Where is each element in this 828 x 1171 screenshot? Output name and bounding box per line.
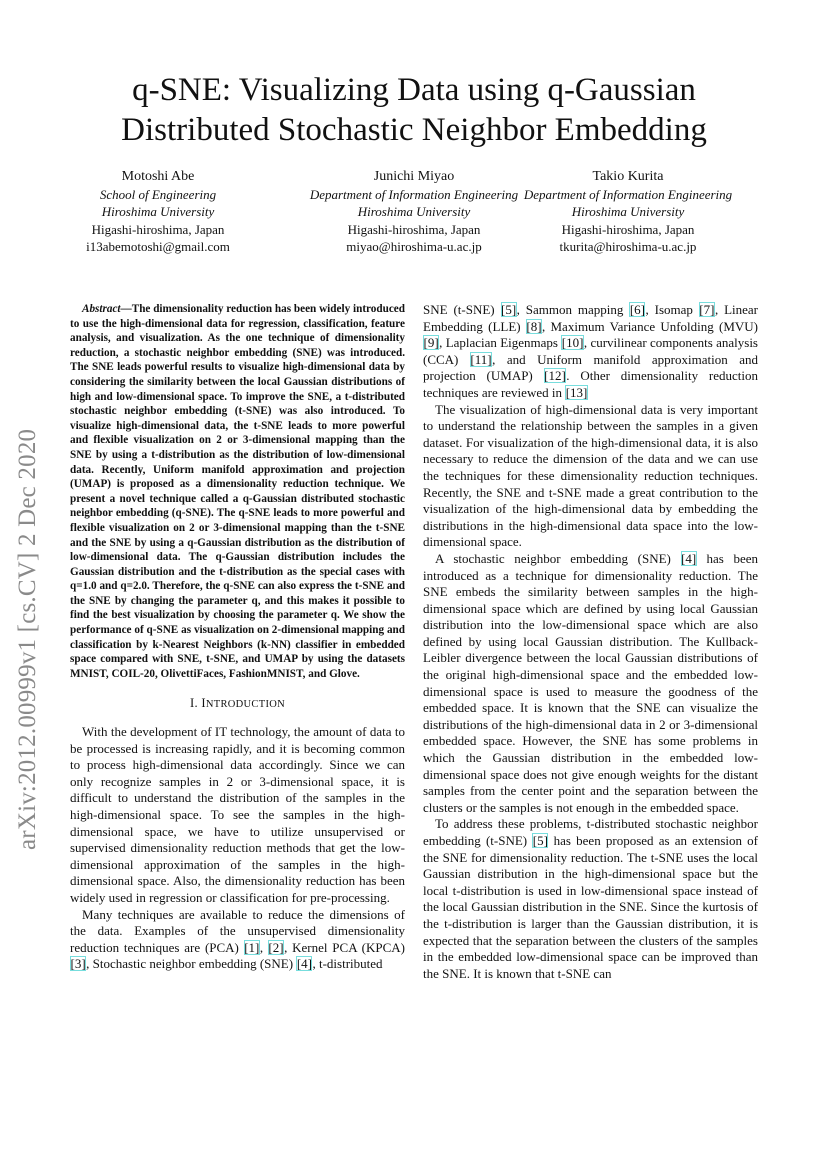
intro-paragraph-3: The visualization of high-dimensional data is very important to understand the relationship between the samples in a given dataset. For visualization of the high-dimensional data, it is also necessary to reduce the dimension of the data and we can use the techniques for these dimensionality reduction techniques. Recently, the SNE and t-SNE made a great contribution to the visualization of the high-dimensional data by embedding the distributions in the high-dimensional data space into the low-dimensional space.	[423, 401, 758, 550]
citation-link[interactable]: [5]	[532, 833, 548, 848]
intro-paragraph-2: Many techniques are available to reduce the dimensions of the data. Examples of the unsupervised dimensionality reduction techniques are (PCA) [1], [2], Kernel PCA (KPCA) [3], Stochastic neighbor embedding (SNE) [4], t-distributed	[70, 906, 405, 972]
citation-link[interactable]: [4]	[296, 956, 312, 972]
author-name: Motoshi Abe	[121, 169, 195, 184]
intro-paragraph-4: A stochastic neighbor embedding (SNE) [4] has been introduced as a technique for dimensionality reduction. The SNE embeds the similarity between samples in the high-dimensional space which are defined by using local Gaussian distribution into the low-dimensional space which are also defined by using local Gaussian distribution. The Kullback-Leibler divergence between the local Gaussian distributions of the original high-dimensional space and the embedded low-dimensional space is used to measure the goodness of the embedded space. It is known that the SNE can visualize the distributions of the high-dimensional data in 2 or 3-dimensional embedded space. However, the SNE has some problems in which the Gaussian distribution in the embedded low-dimensional space does not give enough weights for the distant samples from the center point and the separation between the clusters or the samples is not enough in the embedded space.	[423, 550, 758, 815]
citation-link[interactable]: [4]	[681, 550, 697, 566]
citation-link[interactable]: [12]	[544, 368, 566, 384]
author-univ: Hiroshima University	[101, 204, 215, 220]
author-email[interactable]: tkurita@hiroshima-u.ac.jp	[559, 238, 697, 254]
abstract	[70, 302, 405, 681]
arxiv-identifier: arXiv:2012.00999v1 [cs.CV] 2 Dec 2020	[14, 428, 41, 850]
citation-link[interactable]: [10]	[561, 335, 584, 351]
author-name: Junichi Miyao	[373, 169, 455, 184]
author-dept: School of Engineering	[99, 187, 217, 203]
left-column	[70, 302, 405, 973]
citation-link[interactable]: [2]	[268, 939, 284, 955]
author-place: Higashi-hiroshima, Japan	[91, 221, 225, 237]
citation-link[interactable]: [11]	[470, 351, 492, 367]
author-univ: Hiroshima University	[357, 204, 471, 220]
author-card	[289, 168, 539, 255]
citation-link[interactable]: [5]	[501, 302, 517, 317]
author-block	[60, 168, 768, 258]
author-email[interactable]: i13abemotoshi@gmail.com	[86, 238, 230, 254]
right-column	[423, 302, 758, 982]
citation-link[interactable]: [7]	[699, 302, 715, 317]
citation-link[interactable]: [13]	[565, 384, 588, 400]
author-name: Takio Kurita	[592, 169, 664, 184]
author-email[interactable]: miyao@hiroshima-u.ac.jp	[346, 238, 482, 254]
section-heading: I. INTRODUCTION	[189, 696, 286, 711]
intro-paragraph-5: To address these problems, t-distributed stochastic neighbor embedding (t-SNE) [5] has been proposed as an extension of the SNE for dimensionality reduction. The t-SNE uses the local Gaussian distribution in the high-dimensional space but the local t-distribution is used in low-dimensional space instead of the local Gaussian distribution in the SNE. Since the kurtosis of the t-distribution is larger than the Gaussian distribution, it is expected that the separation between the clusters of the samples in the embedded low-dimensional space can be improved than the SNE. It is known that t-SNE can	[423, 816, 759, 981]
author-dept: Department of Information Engineering	[523, 187, 733, 203]
intro-paragraph-1: With the development of IT technology, the amount of data to be processed is increasing rapidly, and it is becoming common to process high-dimensional data accordingly. Since we can only recognize samples in 2 or 3-dimensional space, it is difficult to understand the distribution of the samples in the high-dimensional space. To see the samples in the high-dimensional space, we have to utilize unsupervised or supervised dimensionality reduction methods that get the low-dimensional approximation of the samples in the high-dimensional space. Also, the dimensionality reduction has been widely used in regression or classification for pre-processing.	[70, 724, 405, 905]
citation-link[interactable]: [8]	[526, 318, 542, 334]
author-dept: Department of Information Engineering	[309, 187, 519, 203]
citation-link[interactable]: [3]	[70, 956, 86, 972]
title-line-1: q-SNE: Visualizing Data using q-Gaussian	[132, 72, 696, 108]
citation-link[interactable]: [6]	[629, 302, 645, 317]
intro-paragraph-2-cont: SNE (t-SNE) [5], Sammon mapping [6], Isomap [7], Linear Embedding (LLE) [8], Maximum Variance Unfolding (MVU) [9], Laplacian Eigenmaps [10], curvilinear components analysis (CCA) [11], and Uniform manifold approximation and projection (UMAP) [12]. Other dimensionality reduction techniques are reviewed in [13]	[423, 302, 759, 400]
author-card	[33, 168, 283, 255]
citation-link[interactable]: [1]	[244, 939, 260, 955]
title-line-2: Distributed Stochastic Neighbor Embedding	[121, 112, 707, 148]
abstract-text: —The dimensionality reduction has been widely introduced to use the high-dimensional data for regression, classification, feature analysis, and visualization. As the one technique of dimensionality reduction, a stochastic neighbor embedding (SNE) was introduced. The SNE leads powerful results to visualize high-dimensional data by considering the similarity between the local Gaussian distributions of high and low-dimensional space. To improve the SNE, a t-distributed stochastic neighbor embedding (t-SNE) was also introduced. To visualize high-dimensional data, the t-SNE leads to more powerful and flexible visualization on 2 or 3-dimensional mapping than the SNE by using a t-distribution as the distribution of low-dimensional data. Recently, Uniform manifold approximation and projection (UMAP) is proposed as a dimensionality reduction technique. We present a novel technique called a q-Gaussian distributed stochastic neighbor embedding (q-SNE). The q-SNE leads to more powerful and flexible visualization on 2 or 3-dimensional mapping than the t-SNE and the SNE by using a q-Gaussian distribution as the distribution of low-dimensional data. The q-Gaussian distribution includes the Gaussian distribution and the t-distribution as the special cases with q=1.0 and q=2.0. Therefore, the q-SNE can also express the t-SNE and the SNE by changing the parameter q, and this makes it possible to find the best visualization by choosing the parameter q. We show the performance of q-SNE as visualization on 2-dimensional mapping and classification by k-Nearest Neighbors (k-NN) classifier in embedded space compared with SNE, t-SNE, and UMAP by using the datasets MNIST, COIL-20, OlivettiFaces, FashionMNIST, and Glove.	[70, 303, 405, 680]
abstract-lead: Abstract	[82, 303, 121, 315]
author-place: Higashi-hiroshima, Japan	[347, 221, 481, 237]
author-card	[503, 168, 753, 255]
author-univ: Hiroshima University	[571, 204, 685, 220]
author-place: Higashi-hiroshima, Japan	[561, 221, 695, 237]
citation-link[interactable]: [9]	[423, 335, 439, 351]
paper-title	[60, 70, 768, 150]
